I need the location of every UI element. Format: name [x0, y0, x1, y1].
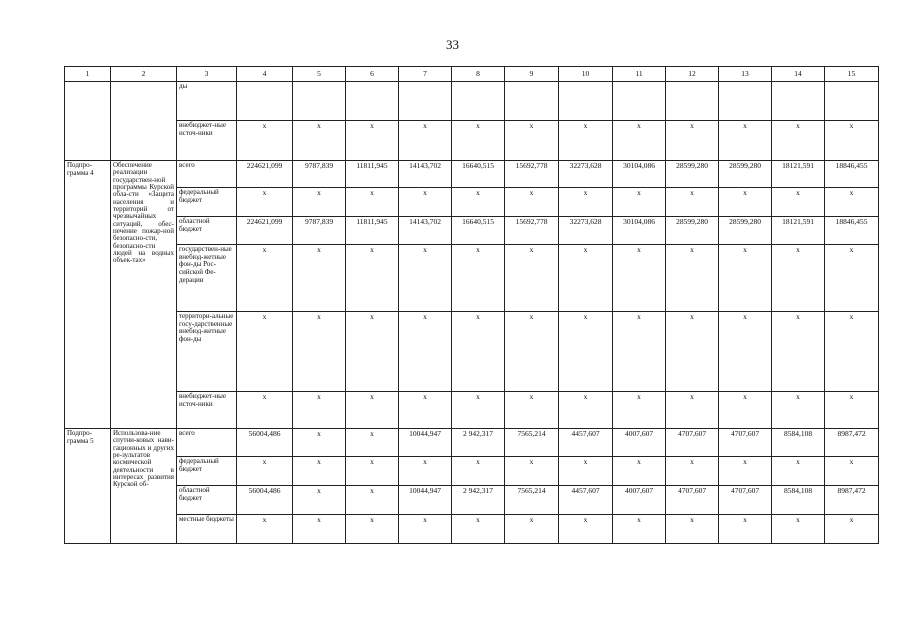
value-cell: х	[399, 312, 452, 392]
column-header: 10	[559, 67, 613, 82]
value-cell: х	[559, 245, 613, 312]
value-cell: х	[452, 312, 505, 392]
value-cell: х	[772, 245, 825, 312]
value-cell: 32273,628	[559, 217, 613, 245]
column-header: 15	[825, 67, 879, 82]
value-cell: х	[825, 245, 879, 312]
column-header: 11	[613, 67, 666, 82]
value-cell: х	[666, 457, 719, 486]
column-header: 2	[111, 67, 177, 82]
value-cell: х	[293, 486, 346, 515]
value-cell: 224621,099	[237, 161, 293, 188]
budget-table	[64, 66, 879, 544]
value-cell: 14143,702	[399, 217, 452, 245]
column-header: 3	[177, 67, 237, 82]
value-cell: х	[666, 392, 719, 429]
value-cell: х	[825, 188, 879, 217]
value-cell: х	[505, 392, 559, 429]
value-cell: х	[613, 312, 666, 392]
value-cell	[666, 82, 719, 121]
funding-source-cell: местные бюджеты	[177, 515, 237, 544]
value-cell: х	[346, 429, 399, 457]
value-cell: х	[237, 515, 293, 544]
table-body	[65, 82, 879, 544]
value-cell	[399, 82, 452, 121]
value-cell: х	[505, 312, 559, 392]
value-cell: х	[452, 515, 505, 544]
value-cell: х	[559, 121, 613, 161]
value-cell: 14143,702	[399, 161, 452, 188]
value-cell: 8987,472	[825, 429, 879, 457]
value-cell: х	[559, 515, 613, 544]
value-cell: х	[293, 457, 346, 486]
value-cell: 8584,108	[772, 486, 825, 515]
value-cell: 28599,280	[666, 161, 719, 188]
value-cell: х	[452, 188, 505, 217]
value-cell: х	[237, 457, 293, 486]
value-cell: х	[452, 121, 505, 161]
value-cell: х	[825, 392, 879, 429]
value-cell: х	[237, 188, 293, 217]
column-header: 14	[772, 67, 825, 82]
table-row	[65, 429, 879, 457]
value-cell: х	[399, 188, 452, 217]
value-cell: 4007,607	[613, 429, 666, 457]
column-header: 12	[666, 67, 719, 82]
table-row	[65, 457, 879, 486]
value-cell: 224621,099	[237, 217, 293, 245]
column-header: 8	[452, 67, 505, 82]
value-cell: х	[613, 245, 666, 312]
value-cell: х	[825, 457, 879, 486]
value-cell: х	[346, 245, 399, 312]
subprogram-cell	[65, 82, 111, 161]
table-row	[65, 161, 879, 188]
table-row	[65, 312, 879, 392]
value-cell: х	[399, 245, 452, 312]
table-row	[65, 82, 879, 121]
value-cell: х	[613, 121, 666, 161]
value-cell: 15692,778	[505, 217, 559, 245]
value-cell: х	[825, 312, 879, 392]
value-cell: х	[719, 121, 772, 161]
value-cell: 4707,607	[666, 429, 719, 457]
funding-source-cell: внебюджет-ные источ-ники	[177, 392, 237, 429]
value-cell: х	[613, 457, 666, 486]
column-header: 7	[399, 67, 452, 82]
value-cell: х	[293, 515, 346, 544]
value-cell: х	[719, 188, 772, 217]
value-cell: х	[293, 429, 346, 457]
value-cell: 28599,280	[719, 161, 772, 188]
value-cell: х	[772, 312, 825, 392]
funding-source-cell: всего	[177, 429, 237, 457]
column-header: 13	[719, 67, 772, 82]
table-row	[65, 245, 879, 312]
value-cell: 4707,607	[719, 429, 772, 457]
value-cell: х	[559, 392, 613, 429]
value-cell: 9787,839	[293, 161, 346, 188]
value-cell	[825, 82, 879, 121]
value-cell	[237, 82, 293, 121]
value-cell: х	[346, 392, 399, 429]
value-cell: 30104,086	[613, 161, 666, 188]
funding-source-cell: внебюджет-ные источ-ники	[177, 121, 237, 161]
value-cell: х	[825, 515, 879, 544]
funding-source-cell: ды	[177, 82, 237, 121]
funding-source-cell: государствен-ные внебюд-жетные фон-ды Рос-сийской Фе-дерации	[177, 245, 237, 312]
value-cell: х	[346, 457, 399, 486]
page-number: 33	[446, 37, 459, 52]
value-cell: х	[293, 121, 346, 161]
value-cell: х	[613, 515, 666, 544]
value-cell: х	[293, 312, 346, 392]
value-cell: 16640,515	[452, 217, 505, 245]
table-row	[65, 392, 879, 429]
table-row	[65, 515, 879, 544]
value-cell: х	[719, 245, 772, 312]
table-row	[65, 486, 879, 515]
value-cell: х	[613, 392, 666, 429]
value-cell: х	[666, 188, 719, 217]
value-cell: х	[719, 392, 772, 429]
value-cell: х	[559, 312, 613, 392]
value-cell	[293, 82, 346, 121]
value-cell: х	[346, 188, 399, 217]
value-cell	[719, 82, 772, 121]
table-row	[65, 188, 879, 217]
value-cell: х	[666, 121, 719, 161]
value-cell: 11811,945	[346, 161, 399, 188]
value-cell: х	[237, 121, 293, 161]
value-cell: 28599,280	[666, 217, 719, 245]
value-cell: 18121,591	[772, 217, 825, 245]
value-cell: 10044,947	[399, 429, 452, 457]
value-cell: х	[719, 457, 772, 486]
value-cell: х	[346, 515, 399, 544]
value-cell: х	[772, 515, 825, 544]
description-cell: Обеспечение реализации государствен-ной программы Курской обла-сти «Защита населения и территорий от чрезвычайных ситуаций, обес-печение пожар-ной безопасно-сти, безопасно-сти людей на водных объек-тах»	[111, 161, 177, 429]
value-cell	[346, 82, 399, 121]
value-cell: х	[505, 515, 559, 544]
funding-source-cell: федеральный бюджет	[177, 188, 237, 217]
value-cell: х	[772, 188, 825, 217]
value-cell: х	[452, 245, 505, 312]
value-cell: 7565,214	[505, 486, 559, 515]
value-cell: 18846,455	[825, 217, 879, 245]
column-number-row	[65, 67, 879, 82]
value-cell: 56004,486	[237, 486, 293, 515]
value-cell: 18121,591	[772, 161, 825, 188]
value-cell: 4707,607	[719, 486, 772, 515]
value-cell	[613, 82, 666, 121]
value-cell: х	[399, 515, 452, 544]
funding-source-cell: областной бюджет	[177, 486, 237, 515]
value-cell	[452, 82, 505, 121]
value-cell: 4457,607	[559, 429, 613, 457]
value-cell: 28599,280	[719, 217, 772, 245]
subprogram-cell: Подпро-грамма 4	[65, 161, 111, 429]
value-cell: х	[559, 457, 613, 486]
value-cell: х	[452, 457, 505, 486]
value-cell: х	[293, 392, 346, 429]
value-cell: х	[399, 121, 452, 161]
value-cell: х	[613, 188, 666, 217]
value-cell: х	[293, 188, 346, 217]
value-cell: 9787,839	[293, 217, 346, 245]
funding-source-cell: территори-альные госу-дарственные внебюд-жетные фон-ды	[177, 312, 237, 392]
value-cell: 32273,628	[559, 161, 613, 188]
value-cell: х	[237, 245, 293, 312]
value-cell	[772, 82, 825, 121]
funding-source-cell: областной бюджет	[177, 217, 237, 245]
description-cell: Использова-ние спутни-ковых нави-гационных и других ре-зультатов космической деятельности в интересах развития Курской об-	[111, 429, 177, 544]
value-cell: 16640,515	[452, 161, 505, 188]
value-cell: 8987,472	[825, 486, 879, 515]
funding-source-cell: федеральный бюджет	[177, 457, 237, 486]
value-cell: х	[505, 121, 559, 161]
value-cell: 8584,108	[772, 429, 825, 457]
value-cell: х	[505, 245, 559, 312]
funding-source-cell: всего	[177, 161, 237, 188]
value-cell: х	[237, 392, 293, 429]
value-cell: 2 942,317	[452, 486, 505, 515]
value-cell: 18846,455	[825, 161, 879, 188]
column-header: 5	[293, 67, 346, 82]
value-cell: х	[452, 392, 505, 429]
value-cell	[505, 82, 559, 121]
column-header: 6	[346, 67, 399, 82]
value-cell: х	[772, 121, 825, 161]
value-cell: 7565,214	[505, 429, 559, 457]
value-cell: х	[346, 312, 399, 392]
value-cell: 4707,607	[666, 486, 719, 515]
value-cell: х	[505, 457, 559, 486]
value-cell: х	[719, 312, 772, 392]
value-cell: х	[399, 392, 452, 429]
value-cell: х	[666, 515, 719, 544]
value-cell: х	[293, 245, 346, 312]
value-cell: х	[399, 457, 452, 486]
value-cell: х	[346, 121, 399, 161]
value-cell	[559, 82, 613, 121]
value-cell: 4457,607	[559, 486, 613, 515]
value-cell: х	[237, 312, 293, 392]
value-cell: х	[666, 245, 719, 312]
value-cell: 11811,945	[346, 217, 399, 245]
value-cell: х	[505, 188, 559, 217]
column-header: 4	[237, 67, 293, 82]
table-row	[65, 217, 879, 245]
table-row	[65, 121, 879, 161]
value-cell: 10044,947	[399, 486, 452, 515]
column-header: 1	[65, 67, 111, 82]
subprogram-cell: Подпро-грамма 5	[65, 429, 111, 544]
value-cell: х	[772, 392, 825, 429]
value-cell: 15692,778	[505, 161, 559, 188]
value-cell: х	[346, 486, 399, 515]
description-cell	[111, 82, 177, 161]
value-cell: 30104,086	[613, 217, 666, 245]
value-cell: 2 942,317	[452, 429, 505, 457]
value-cell: 56004,486	[237, 429, 293, 457]
column-header: 9	[505, 67, 559, 82]
value-cell: х	[666, 312, 719, 392]
value-cell: х	[825, 121, 879, 161]
value-cell: х	[559, 188, 613, 217]
value-cell: 4007,607	[613, 486, 666, 515]
value-cell: х	[719, 515, 772, 544]
value-cell: х	[772, 457, 825, 486]
